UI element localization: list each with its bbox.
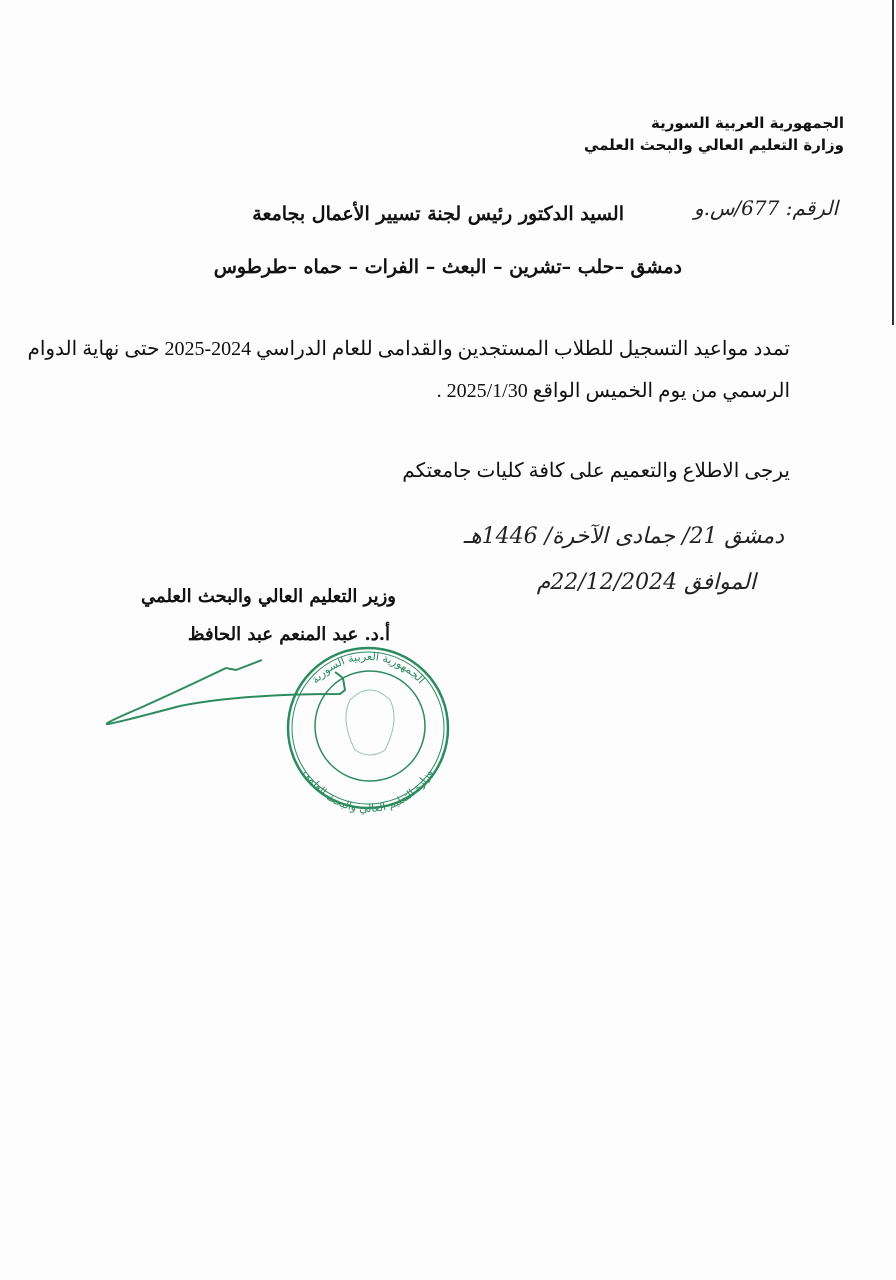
body-line3: يرجى الاطلاع والتعميم على كافة كليات جامعتكم <box>402 460 790 482</box>
stamp-text-top: الجمهورية العربية السورية <box>308 649 428 687</box>
date-hijri: دمشق 21/ جمادى الآخرة/ 1446هـ <box>463 524 784 549</box>
signatory-title: وزير التعليم العالي والبحث العلمي <box>141 586 396 607</box>
stamp-text-bottom: وزارة التعليم العالي والبحث العلمي <box>300 767 436 816</box>
header-ministry: وزارة التعليم العالي والبحث العلمي <box>583 136 844 154</box>
reference-number: الرقم: 677/س.و <box>693 196 838 220</box>
body-line1: تمدد مواعيد التسجيل للطلاب المستجدين والقدامى للعام الدراسي 2024-2025 حتى نهاية الدوام <box>27 338 790 360</box>
body-line2: الرسمي من يوم الخميس الواقع 2025/1/30 . <box>436 380 790 402</box>
header-country: الجمهورية العربية السورية <box>651 114 844 132</box>
signature <box>107 660 345 724</box>
addressee-line1: السيد الدكتور رئيس لجنة تسيير الأعمال بجامعة <box>252 203 624 225</box>
eagle-emblem <box>346 690 394 755</box>
signatory-name: أ.د. عبد المنعم عبد الحافظ <box>187 624 390 645</box>
addressee-line2: دمشق –حلب –تشرين – البعث – الفرات – حماه –طرطوس <box>213 256 682 278</box>
date-gregorian: الموافق 22/12/2024م <box>536 570 756 595</box>
